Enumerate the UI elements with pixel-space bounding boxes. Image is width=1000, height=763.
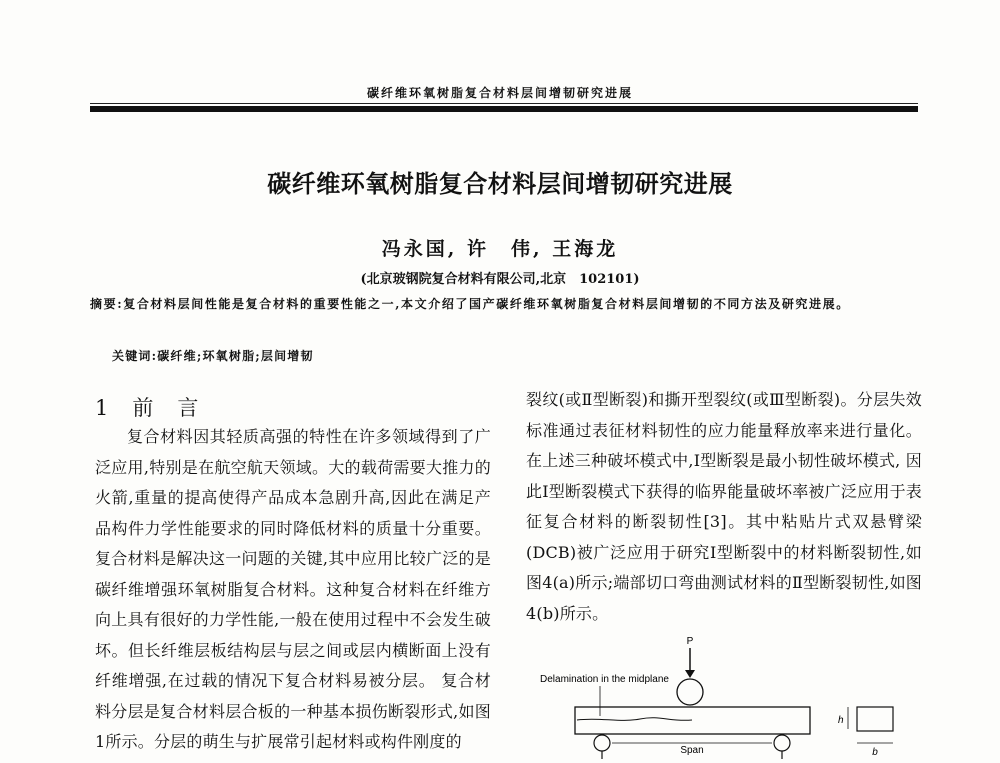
- width-label: b: [872, 747, 878, 758]
- section-heading: [95, 392, 200, 422]
- section-number: 1: [95, 396, 111, 420]
- height-label: h: [838, 715, 844, 726]
- running-head: 碳纤维环氧树脂复合材料层间增韧研究进展: [366, 86, 633, 100]
- delamination-crack: [577, 718, 692, 721]
- header-rule-thin: [90, 103, 918, 104]
- body-text-left-column: 复合材料因其轻质高强的特性在许多领域得到了广泛应用,特别是在航空航天领域。大的载荷需要大推力的火箭,重量的提高使得产品成本急剧升高,因此在满足产品构件力学性能要求的同时降低材料的质量十分重要。复合材料是解决这一问题的关键,其中应用比较广泛的是碳纤维增强环氧树脂复合材料。这种复合材料在纤维方向上具有很好的力学性能,一般在使用过程中不会发生破坏。但长纤维层板结构层与层之间或层内横断面上没有纤维增强,在过载的情况下复合材料易被分层。 复合材料分层是复合材料层合板的一种基本损伤断裂形式,如图1所示。分层的萌生与扩展常引起材料或构件刚度的: [95, 427, 491, 751]
- figure-delamination-diagram: [520, 630, 920, 759]
- header-rule-thick: [90, 106, 918, 112]
- abstract-text: 复合材料层间性能是复合材料的重要性能之一,本文介绍了国产碳纤维环氧树脂复合材料层间增韧的不同方法及研究进展。: [123, 297, 850, 311]
- abstract: [90, 293, 918, 316]
- load-label: P: [686, 636, 694, 647]
- cross-section-rect: [857, 707, 893, 731]
- paper-title: 碳纤维环氧树脂复合材料层间增韧研究进展: [267, 170, 733, 198]
- span-label: Span: [680, 745, 704, 756]
- left-support: [594, 735, 610, 751]
- affiliation: (北京玻钢院复合材料有限公司,北京 102101): [360, 272, 640, 287]
- right-support: [774, 735, 790, 751]
- keywords-text: 碳纤维;环氧树脂;层间增韧: [157, 349, 314, 363]
- authors: 冯永国, 许 伟, 王海龙: [381, 238, 619, 260]
- section-title-part1: 前: [132, 396, 156, 420]
- delamination-label: Delamination in the midplane: [540, 674, 669, 685]
- body-text-right-column: 裂纹(或Ⅱ型断裂)和撕开型裂纹(或Ⅲ型断裂)。分层失效标准通过表征材料韧性的应力能量释放率来进行量化。在上述三种破坏模式中,Ⅰ型断裂是最小韧性破坏模式, 因此Ⅰ型断裂模式下获得的临界能量破坏率被广泛应用于表征复合材料的断裂韧性[3]。其中粘贴片式双悬臂梁(DCB)被广泛应用于研究Ⅰ型断裂中的材料断裂韧性,如图4(a)所示;端部切口弯曲测试材料的Ⅱ型断裂韧性,如图4(b)所示。: [526, 390, 922, 623]
- specimen-beam: [575, 707, 810, 734]
- loading-roller: [677, 679, 703, 705]
- load-arrowhead: [685, 670, 695, 678]
- keywords-label: 关键词:: [112, 349, 158, 363]
- section-title-part2: 言: [177, 396, 201, 420]
- keywords: [112, 347, 314, 364]
- abstract-label: 摘要:: [90, 297, 124, 311]
- figure-delamination: [520, 630, 920, 763]
